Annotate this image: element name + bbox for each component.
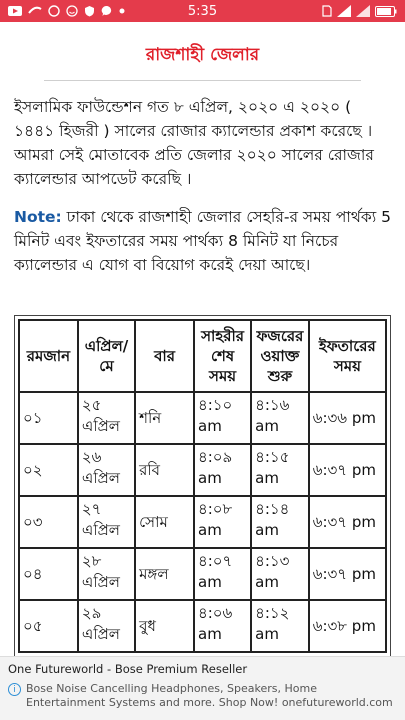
- header-iftar: ইফতারের সময়: [309, 320, 386, 392]
- cell-day: সোম: [135, 496, 194, 548]
- more-notifications-icon: [119, 8, 125, 14]
- table-row: [19, 496, 386, 548]
- clock: 5:35: [187, 3, 218, 19]
- cell-day: শনি: [135, 392, 194, 444]
- cell-date: ২৬ এপ্রিল: [78, 444, 135, 496]
- whatsapp-icon: [48, 5, 60, 17]
- cell-day: মঙ্গল: [135, 548, 194, 600]
- header-day: বার: [135, 320, 194, 392]
- battery-icon: [375, 6, 397, 17]
- cell-ramadan: ০২: [19, 444, 78, 496]
- table-row: [19, 392, 386, 444]
- app-icon: [28, 5, 42, 17]
- cell-sehri: ৪:০৯ am: [194, 444, 251, 496]
- header-sehri: সাহরীর শেষ সময়: [194, 320, 251, 392]
- system-icons: [322, 5, 397, 17]
- cell-fajr: ৪:১৫ am: [251, 444, 309, 496]
- header-fajr: ফজরের ওয়াক্ত শুরু: [251, 320, 309, 392]
- signal-2-icon: [356, 5, 370, 17]
- cell-sehri: ৪:০৭ am: [194, 548, 251, 600]
- table-row: [19, 600, 386, 652]
- messenger-icon: [101, 5, 113, 17]
- cell-day: রবি: [135, 444, 194, 496]
- cell-date: ২৯ এপ্রিল: [78, 600, 135, 652]
- ad-banner[interactable]: [0, 656, 405, 720]
- status-bar: [0, 0, 405, 22]
- cell-fajr: ৪:১৬ am: [251, 392, 309, 444]
- calendar-table-wrapper: [14, 315, 391, 656]
- cell-date: ২৫ এপ্রিল: [78, 392, 135, 444]
- cell-ramadan: ০৪: [19, 548, 78, 600]
- cell-date: ২৮ এপ্রিল: [78, 548, 135, 600]
- youtube-icon: [8, 6, 22, 16]
- cell-fajr: ৪:১২ am: [251, 600, 309, 652]
- cell-ramadan: ০১: [19, 392, 78, 444]
- cell-ramadan: ০৩: [19, 496, 78, 548]
- cell-iftar: ৬:৩৭ pm: [309, 548, 386, 600]
- ad-title[interactable]: One Futureworld - Bose Premium Reseller: [8, 662, 248, 676]
- page-title: রাজশাহী জেলার: [145, 45, 260, 65]
- shield-icon: [84, 5, 95, 17]
- intro-paragraph: ইসলামিক ফাউন্ডেশন গত ৮ এপ্রিল, ২০২০ এ ২০২০ ( ১৪৪১ হিজরী ) সালের রোজার ক্যালেন্ডার প্রকাশ করেছে । আমরা সেই মোতাবেক প্রতি জেলার ২০২০ সালের রোজার ক্যালেন্ডার আপডেট করেছি ।: [14, 98, 374, 188]
- smiley-icon: [66, 5, 78, 17]
- table-row: [19, 444, 386, 496]
- article-content: [0, 22, 405, 656]
- signal-icon: [337, 5, 351, 17]
- ad-description[interactable]: Bose Noise Cancelling Headphones, Speakers, Home Entertainment Systems and more. Shop Now! onefutureworld.com: [26, 682, 393, 709]
- ad-body: [8, 682, 397, 710]
- cell-date: ২৭ এপ্রিল: [78, 496, 135, 548]
- header-ramadan: রমজান: [19, 320, 78, 392]
- cell-ramadan: ০৫: [19, 600, 78, 652]
- cell-sehri: ৪:১০ am: [194, 392, 251, 444]
- cell-sehri: ৪:০৬ am: [194, 600, 251, 652]
- cell-iftar: ৬:৩৭ pm: [309, 496, 386, 548]
- cell-iftar: ৬:৩৭ pm: [309, 444, 386, 496]
- info-icon[interactable]: i: [8, 683, 21, 696]
- header-date: এপ্রিল/ মে: [78, 320, 135, 392]
- note-label: Note:: [14, 208, 62, 226]
- table-row: [19, 548, 386, 600]
- divider: [44, 80, 361, 81]
- cell-iftar: ৬:৩৮ pm: [309, 600, 386, 652]
- table-header-row: [19, 320, 386, 392]
- ramadan-calendar-table: [18, 319, 387, 653]
- sim-icon: [322, 5, 332, 17]
- cell-fajr: ৪:১৪ am: [251, 496, 309, 548]
- cell-day: বুধ: [135, 600, 194, 652]
- cell-sehri: ৪:০৮ am: [194, 496, 251, 548]
- cell-fajr: ৪:১৩ am: [251, 548, 309, 600]
- note-paragraph: [14, 205, 391, 277]
- note-text: ঢাকা থেকে রাজশাহী জেলার সেহরি-র সময় পার্থক্য 5 মিনিট এবং ইফতারের সময় পার্থক্য 8 মিনিট যা নিচের ক্যালেন্ডার এ যোগ বা বিয়োগ করেই দেয়া আছে।: [14, 208, 392, 274]
- cell-iftar: ৬:৩৬ pm: [309, 392, 386, 444]
- notification-icons: [8, 5, 125, 17]
